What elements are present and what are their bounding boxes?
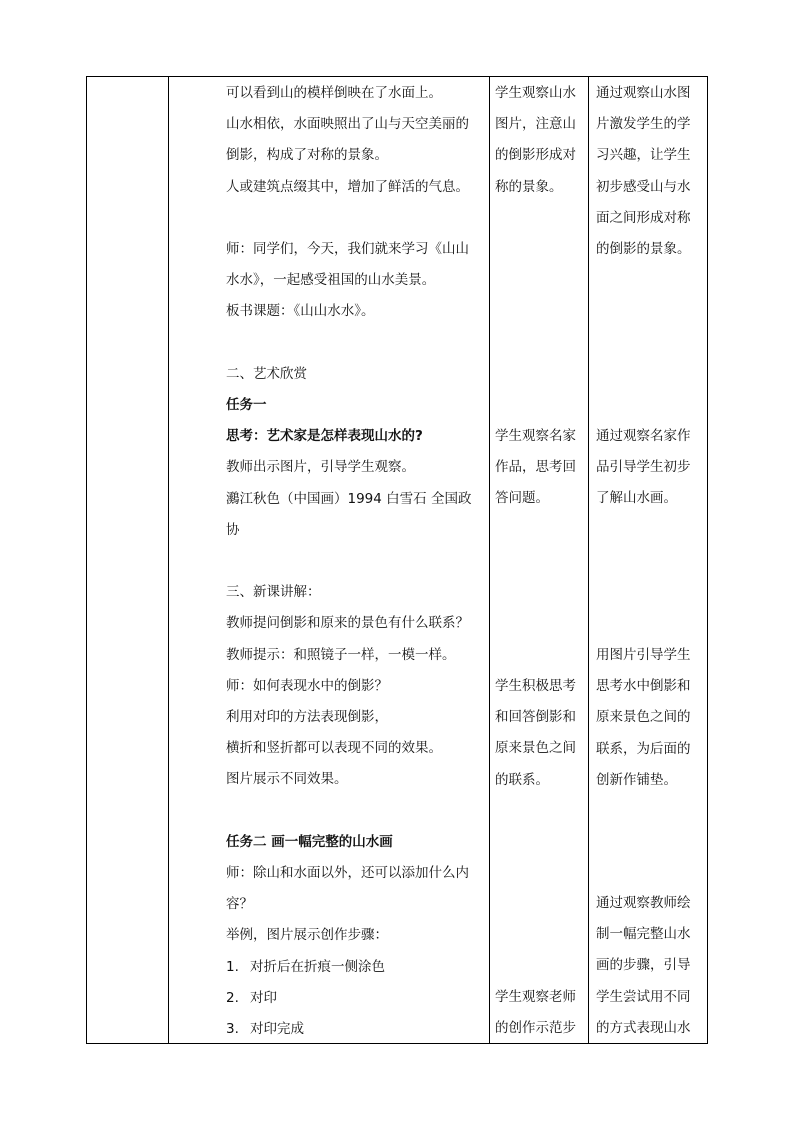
content-line: 师：同学们，今天，我们就来学习《山山 <box>226 241 469 257</box>
intent-line: 创新作铺垫。 <box>596 771 677 788</box>
activity-line: 学生观察山水 <box>495 85 576 101</box>
intent-line: 品引导学生初步 <box>596 459 691 476</box>
activity-line: 作品，思考回 <box>495 459 576 476</box>
intent-line: 了解山水画。 <box>596 490 677 507</box>
intent-line: 联系，为后面的 <box>596 740 691 757</box>
intent-line: 面之间形成对称 <box>596 209 691 226</box>
step-item: 2. 对印 <box>226 989 277 1006</box>
content-line: 可以看到山的模样倒映在了水面上。 <box>226 85 442 101</box>
design-intent-b <box>596 421 704 515</box>
activity-line: 的联系。 <box>495 771 549 788</box>
intent-line: 思考水中倒影和 <box>596 678 691 695</box>
content-line: 协 <box>226 521 240 538</box>
activity-line: 和回答倒影和 <box>495 709 576 726</box>
intent-line: 的倒影的景象。 <box>596 241 691 258</box>
content-line: 人或建筑点缀其中，增加了鲜活的气息。 <box>226 178 469 195</box>
intent-line: 初步感受山与水 <box>596 178 691 195</box>
intent-line: 制一幅完整山水 <box>596 926 691 943</box>
intent-line: 习兴趣，让学生 <box>596 147 691 164</box>
content-line: 利用对印的方法表现倒影， <box>226 709 388 726</box>
content-line: 教师提问倒影和原来的景色有什么联系？ <box>226 615 469 632</box>
content-line: 师：如何表现水中的倒影？ <box>226 677 388 694</box>
intent-line: 通过观察教师绘 <box>596 895 691 911</box>
activity-line: 原来景色之间 <box>495 740 576 757</box>
activity-line: 的创作示范步 <box>495 1020 576 1037</box>
design-intent-c <box>596 640 704 796</box>
content-line: 山水相依，水面映照出了山与天空美丽的 <box>226 116 469 133</box>
activity-line: 学生观察老师 <box>495 989 576 1005</box>
column-divider-4 <box>707 76 708 1044</box>
content-line: 思考：艺术家是怎样表现山水的? <box>226 428 423 445</box>
column-divider-3 <box>588 76 589 1044</box>
content-line: 举例，图片展示创作步骤： <box>226 927 388 944</box>
content-line: 板书课题：《山山水水》。 <box>226 303 375 320</box>
activity-line: 的倒影形成对 <box>495 147 576 164</box>
teaching-content-column <box>226 78 488 1045</box>
section-heading: 二、艺术欣赏 <box>226 365 307 382</box>
activity-line: 称的景象。 <box>495 178 563 195</box>
intent-line: 片激发学生的学 <box>596 116 691 133</box>
content-line: 鸂江秋色（中国画）1994 白雪石 全国政 <box>226 490 472 507</box>
activity-line: 图片，注意山 <box>495 116 576 133</box>
step-item: 1. 对折后在折痕一侧涂色 <box>226 958 385 975</box>
intent-line: 的方式表现山水 <box>596 1019 691 1036</box>
column-divider-2 <box>489 76 490 1044</box>
design-intent-a <box>596 78 704 265</box>
activity-line: 答问题。 <box>495 490 549 507</box>
column-divider-1 <box>168 76 169 1044</box>
intent-line: 用图片引导学生 <box>596 647 691 663</box>
content-line: 水水》，一起感受祖国的山水美景。 <box>226 272 436 289</box>
content-line: 倒影，构成了对称的景象。 <box>226 147 388 164</box>
student-activity-a <box>495 78 587 203</box>
design-intent-d <box>596 888 704 1044</box>
task-heading: 任务二 画一幅完整的山水画 <box>226 833 393 850</box>
content-line: 横折和竖折都可以表现不同的效果。 <box>226 740 442 757</box>
content-line: 教师提示：和照镜子一样，一模一样。 <box>226 646 456 663</box>
content-line: 师：除山和水面以外，还可以添加什么内 <box>226 865 469 882</box>
content-line: 容？ <box>226 896 253 913</box>
intent-line: 通过观察山水图 <box>596 85 691 101</box>
student-activity-d <box>495 982 587 1044</box>
section-heading: 三、新课讲解： <box>226 584 321 601</box>
intent-line: 通过观察名家作 <box>596 428 691 444</box>
intent-line: 学生尝试用不同 <box>596 988 691 1005</box>
step-item: 3. 对印完成 <box>226 1021 304 1038</box>
activity-line: 学生积极思考 <box>495 678 576 694</box>
student-activity-c <box>495 671 587 796</box>
intent-line: 原来景色之间的 <box>596 709 691 726</box>
student-activity-b <box>495 421 587 515</box>
content-line: 图片展示不同效果。 <box>226 771 348 788</box>
activity-line: 学生观察名家 <box>495 428 576 444</box>
intent-line: 画的步骤，引导 <box>596 957 691 974</box>
task-heading: 任务一 <box>226 397 267 413</box>
content-line: 教师出示图片，引导学生观察。 <box>226 459 415 476</box>
